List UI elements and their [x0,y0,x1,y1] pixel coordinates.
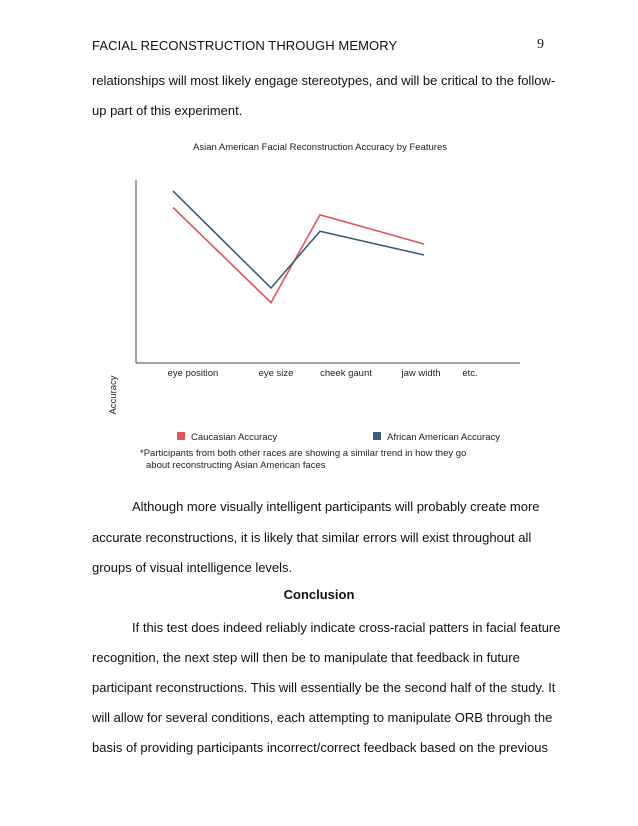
body-text-line: accurate reconstructions, it is likely that similar errors will exist throughout all [92,530,532,545]
legend-label: Caucasian Accuracy [191,432,278,443]
body-text-line: If this test does indeed reliably indicate cross-racial patters in facial feature [132,620,561,635]
body-text-line: basis of providing participants incorrect/correct feedback based on the previous [92,740,548,755]
accuracy-line-chart [0,130,638,485]
body-text-line: groups of visual intelligence levels. [92,560,293,575]
x-tick-label: jaw width [401,368,441,379]
chart-footnote-line: about reconstructing Asian American faces [146,460,326,471]
legend-swatch [177,432,185,440]
body-text-line: relationships will most likely engage stereotypes, and will be critical to the follow- [92,73,556,88]
legend-label: African American Accuracy [387,432,500,443]
body-text-line: recognition, the next step will then be to manipulate that feedback in future [92,650,520,665]
page-number: 9 [537,37,544,52]
body-text-line: will allow for several conditions, each attempting to manipulate ORB through the [92,710,553,725]
x-tick-label: eye size [258,368,294,379]
x-tick-label: cheek gaunt [320,368,372,379]
series-line-2 [173,191,424,288]
body-text-line: Although more visually intelligent participants will probably create more [132,499,540,514]
legend-swatch [373,432,381,440]
body-text-line: up part of this experiment. [92,103,243,118]
x-tick-label: etc. [462,368,478,379]
chart-footnote-line: *Participants from both other races are showing a similar trend in how they go [140,448,467,459]
x-tick-label: eye position [167,368,219,379]
body-text-line: participant reconstructions. This will essentially be the second half of the study. It [92,680,556,695]
chart-title: Asian American Facial Reconstruction Accuracy by Features [193,142,447,153]
running-head: FACIAL RECONSTRUCTION THROUGH MEMORY [92,38,398,53]
conclusion-heading: Conclusion [283,587,355,602]
y-axis-label: Accuracy [108,375,119,415]
